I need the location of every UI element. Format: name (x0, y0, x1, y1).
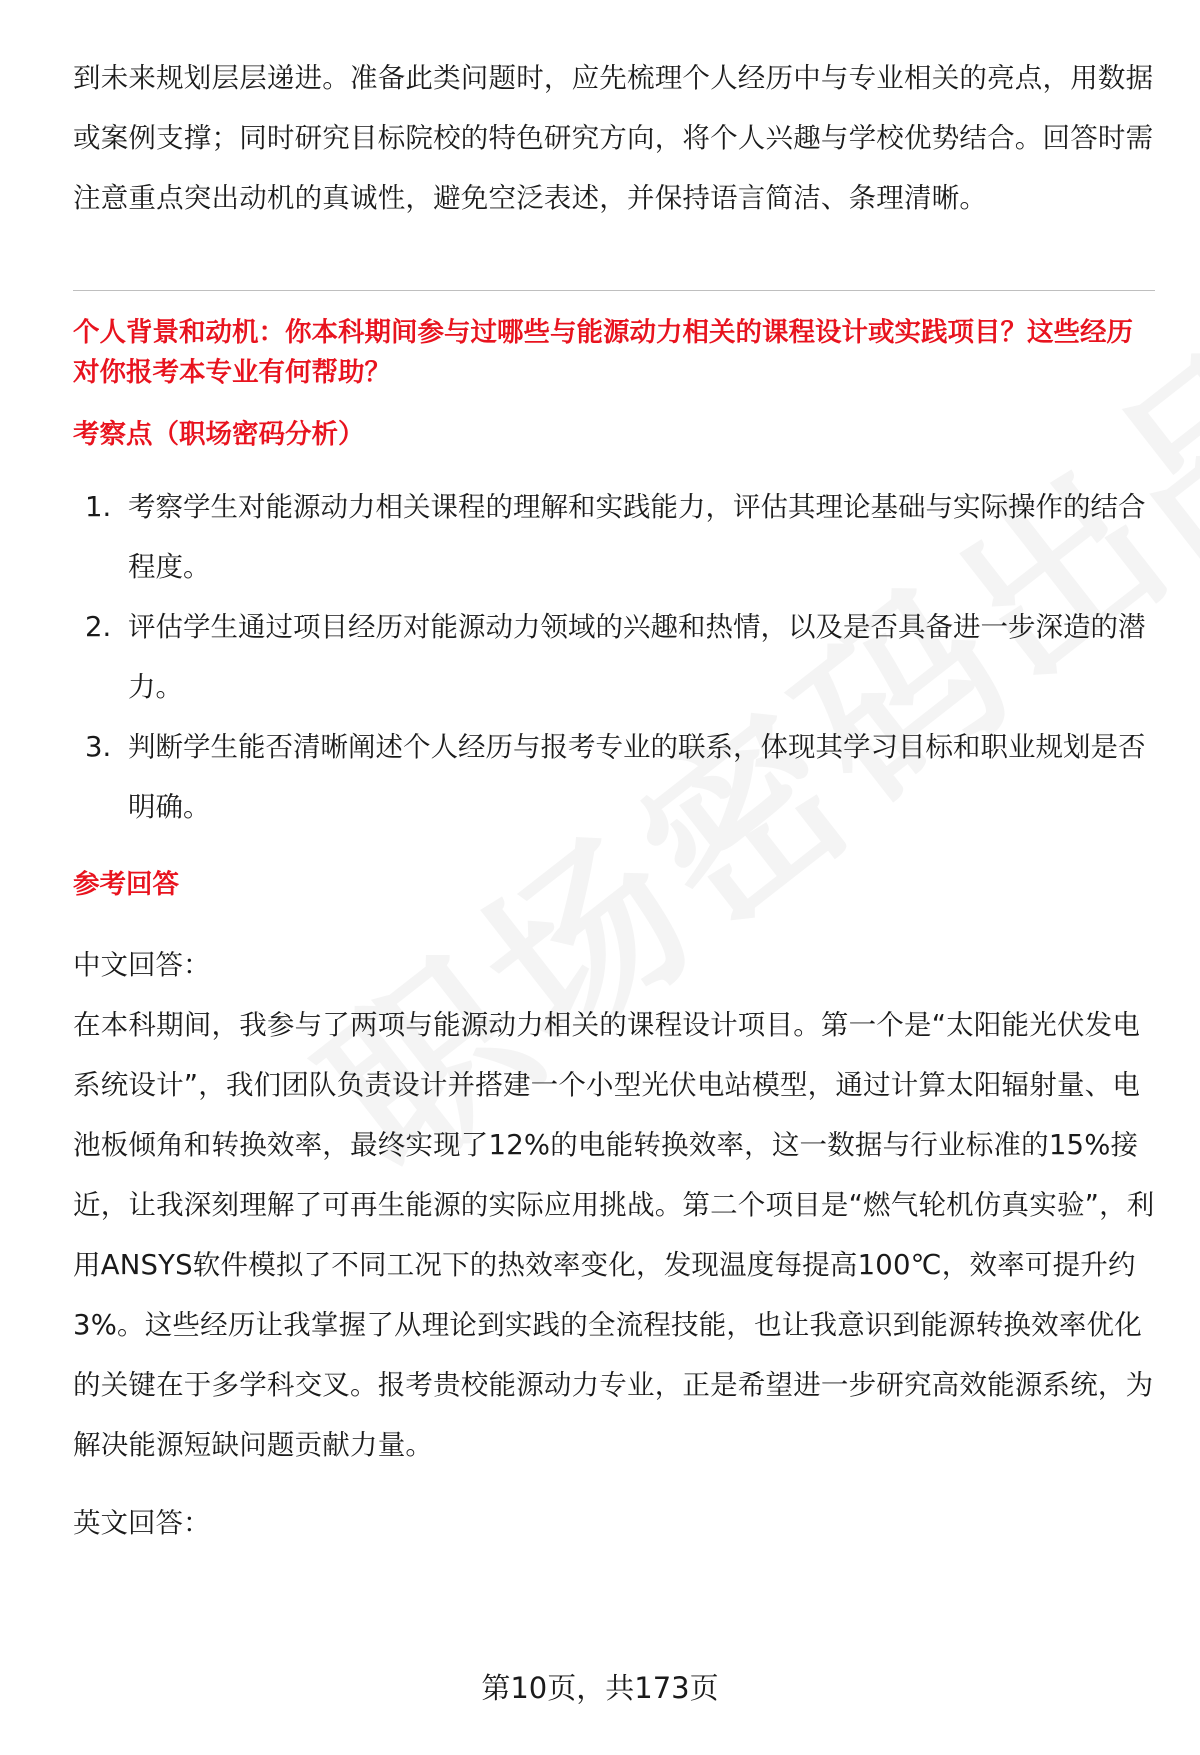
list-item-number: 3. (85, 731, 112, 763)
chinese-answer-label: 中文回答： (73, 949, 211, 981)
list-item (73, 477, 1155, 597)
question-title: 个人背景和动机：你本科期间参与过哪些与能源动力相关的课程设计或实践项目？这些经历对你报考本专业有何帮助？ (73, 317, 1133, 388)
document-page (73, 48, 1155, 1553)
chinese-answer: 在本科期间，我参与了两项与能源动力相关的课程设计项目。第一个是“太阳能光伏发电系统设计”，我们团队负责设计并搭建一个小型光伏电站模型，通过计算太阳辐射量、电池板倾角和转换效率，最终实现了12%的电能转换效率，这一数据与行业标准的15%接近，让我深刻理解了可再生能源的实际应用挑战。第二个项目是“燃气轮机仿真实验”，利用ANSYS软件模拟了不同工况下的热效率变化，发现温度每提高100℃，效率可提升约3%。这些经历让我掌握了从理论到实践的全流程技能，也让我意识到能源转换效率优化的关键在于多学科交叉。报考贵校能源动力专业，正是希望进一步研究高效能源系统，为解决能源短缺问题贡献力量。 (73, 1009, 1155, 1461)
section-divider (73, 290, 1155, 291)
page-footer: 第10页，共173页 (481, 1671, 719, 1705)
intro-paragraph: 到未来规划层层递进。准备此类问题时，应先梳理个人经历中与专业相关的亮点，用数据或案例支撑；同时研究目标院校的特色研究方向，将个人兴趣与学校优势结合。回答时需注意重点突出动机的真诚性，避免空泛表述，并保持语言简洁、条理清晰。 (73, 62, 1154, 214)
list-item-text: 判断学生能否清晰阐述个人经历与报考专业的联系，体现其学习目标和职业规划是否明确。 (128, 731, 1146, 823)
points-list (73, 477, 1155, 837)
list-item-number: 2. (85, 611, 112, 643)
points-heading: 考察点（职场密码分析） (73, 419, 365, 450)
list-item-number: 1. (85, 491, 112, 523)
list-item-text: 评估学生通过项目经历对能源动力领域的兴趣和热情，以及是否具备进一步深造的潜力。 (128, 611, 1146, 703)
list-item (73, 597, 1155, 717)
answer-heading: 参考回答 (73, 869, 179, 900)
list-item (73, 717, 1155, 837)
list-item-text: 考察学生对能源动力相关课程的理解和实践能力，评估其理论基础与实际操作的结合程度。 (128, 491, 1146, 583)
english-answer-label: 英文回答： (73, 1507, 211, 1539)
